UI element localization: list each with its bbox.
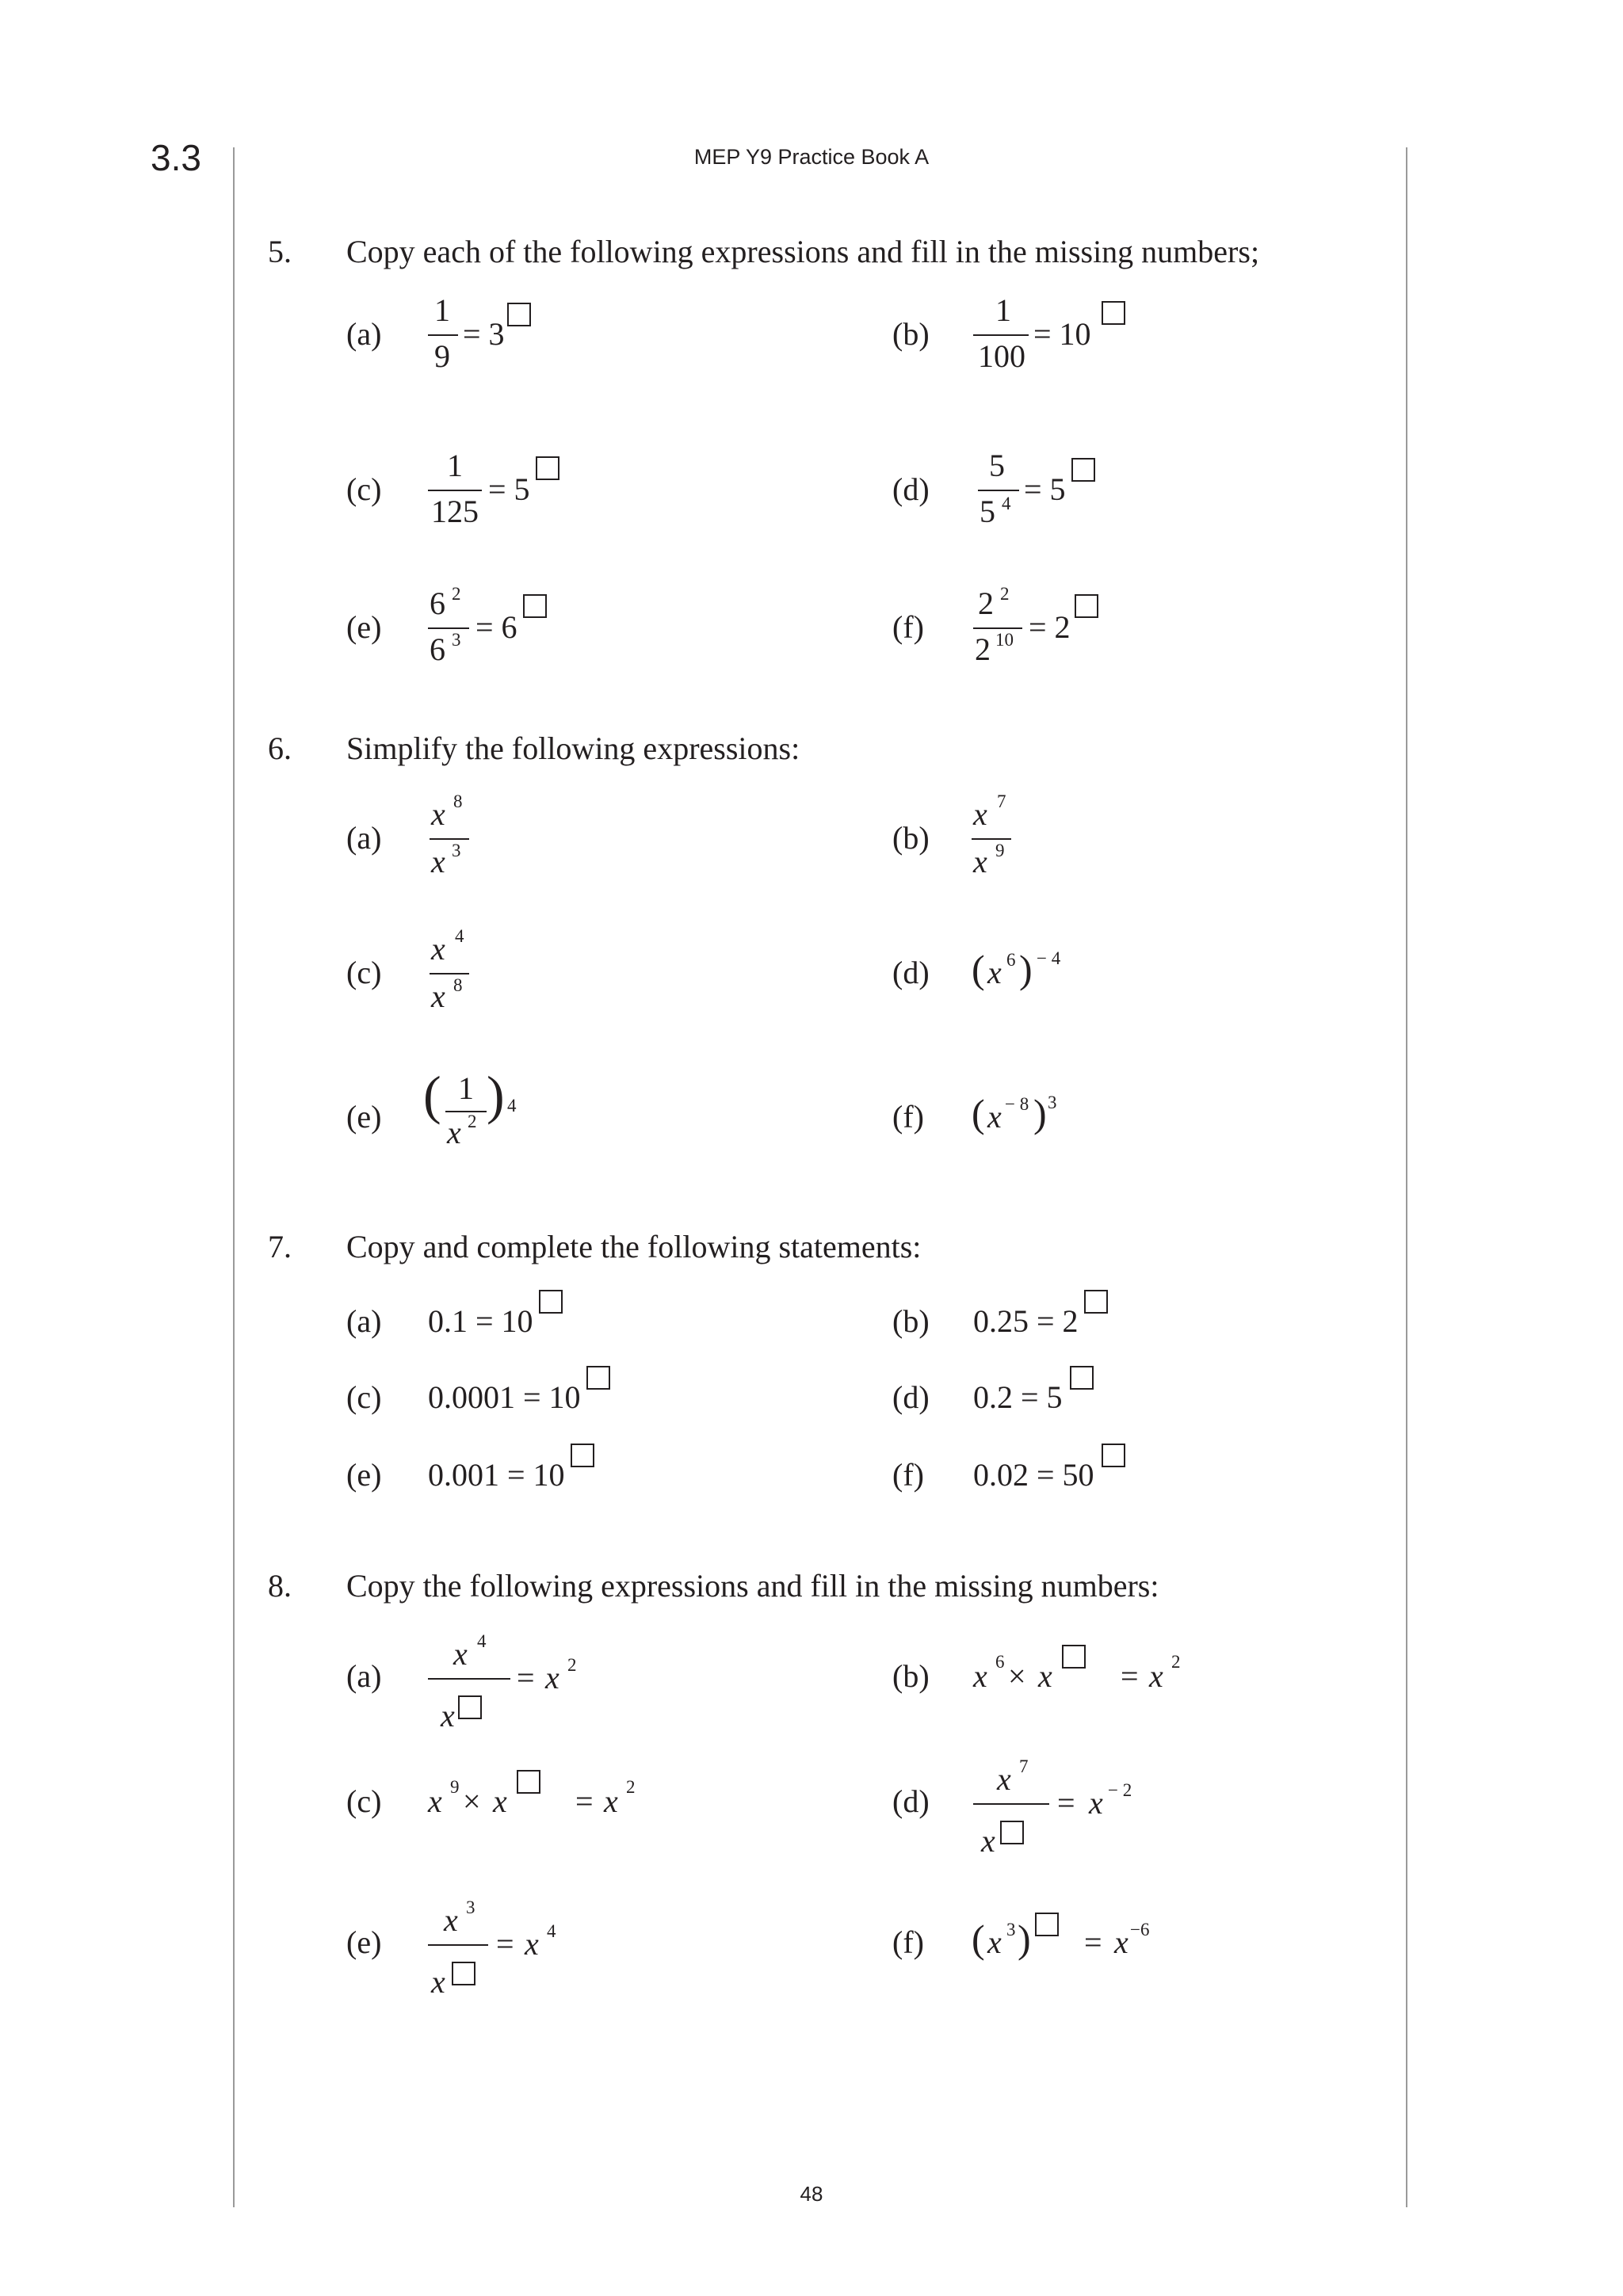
denominator-var: x [431, 1964, 445, 2000]
equals: = [575, 1783, 594, 1819]
var-1: x [428, 1783, 442, 1819]
numerator-var: x [453, 1636, 468, 1672]
rhs-var: x [525, 1926, 539, 1962]
q6d-label: (d) [892, 955, 930, 990]
equals: = [1084, 1924, 1102, 1960]
fraction-bar [428, 627, 469, 629]
q6c-label: (c) [346, 955, 382, 990]
rhs-var: x [545, 1660, 559, 1695]
statement: 0.0001 = 10 [428, 1379, 581, 1415]
rhs: = 2 [1029, 609, 1071, 645]
base-var: x [987, 955, 1002, 990]
fraction-bar [428, 490, 482, 491]
denominator-exponent: 8 [453, 975, 463, 995]
inner-exponent: − 8 [1005, 1094, 1029, 1114]
q7a-label: (a) [346, 1303, 382, 1339]
denominator-var: x [431, 978, 445, 1014]
numerator-exponent: 7 [1019, 1756, 1029, 1776]
answer-box[interactable] [1070, 1366, 1094, 1390]
open-paren: ( [972, 1917, 985, 1961]
answer-box[interactable] [458, 1695, 482, 1719]
q8c-label: (c) [346, 1783, 382, 1819]
answer-box[interactable] [1000, 1821, 1024, 1844]
denominator-exponent: 3 [452, 630, 461, 650]
numerator-var: x [973, 796, 987, 832]
denominator-var: x [981, 1823, 995, 1859]
numerator-exponent: 8 [453, 791, 463, 811]
numerator: 1 [995, 292, 1011, 328]
fraction-bar [973, 1803, 1049, 1805]
denominator-var: x [441, 1698, 455, 1733]
close-paren: ) [1018, 1917, 1031, 1961]
rhs-var: x [604, 1783, 618, 1819]
close-paren: ) [1033, 1091, 1047, 1135]
denominator-exponent: 2 [468, 1112, 477, 1131]
denominator: 100 [978, 338, 1025, 374]
equals: = [496, 1926, 514, 1962]
var-2: x [493, 1783, 507, 1819]
answer-box[interactable] [1084, 1290, 1108, 1314]
denominator: 125 [431, 494, 479, 529]
base-var: x [987, 1924, 1002, 1960]
q7c-label: (c) [346, 1379, 382, 1415]
numerator-exponent: 3 [466, 1897, 475, 1917]
answer-box[interactable] [523, 594, 547, 618]
q6f-label: (f) [892, 1099, 924, 1135]
numerator-exponent: 7 [997, 791, 1006, 811]
statement: 0.1 = 10 [428, 1303, 533, 1339]
q5f-label: (f) [892, 609, 924, 645]
outer-exponent: − 4 [1037, 948, 1061, 968]
equals: = [1057, 1785, 1075, 1821]
rhs: = 6 [475, 609, 517, 645]
answer-box[interactable] [1075, 594, 1098, 618]
times-sign: × [463, 1783, 481, 1819]
fraction-bar [430, 838, 469, 840]
outer-exponent: 4 [507, 1096, 517, 1116]
rhs: = 10 [1033, 316, 1091, 352]
answer-box[interactable] [1062, 1645, 1086, 1669]
q5a-label: (a) [346, 316, 382, 352]
question-6-text: Simplify the following expressions: [346, 730, 800, 766]
open-paren: ( [972, 1091, 985, 1135]
question-5-text: Copy each of the following expressions and fill in the missing numbers; [346, 234, 1260, 269]
fraction-bar [445, 1111, 487, 1112]
rhs-exponent: 2 [626, 1777, 636, 1797]
answer-box[interactable] [1035, 1913, 1059, 1936]
q8d-label: (d) [892, 1783, 930, 1819]
numerator-exponent: 4 [455, 926, 464, 946]
question-5-number: 5. [268, 234, 292, 269]
q8b-label: (b) [892, 1658, 930, 1694]
rhs: = 3 [463, 316, 505, 352]
answer-box[interactable] [536, 456, 559, 480]
close-paren: ) [1019, 947, 1033, 991]
numerator: 1 [458, 1070, 474, 1106]
rhs-exponent: 4 [547, 1921, 556, 1941]
answer-box[interactable] [517, 1770, 540, 1794]
numerator-var: x [444, 1902, 458, 1938]
statement: 0.25 = 2 [973, 1303, 1079, 1339]
statement: 0.02 = 50 [973, 1457, 1094, 1493]
var-1: x [973, 1658, 987, 1694]
q5c-label: (c) [346, 471, 382, 507]
rhs-var: x [1089, 1785, 1103, 1821]
rhs: = 5 [1024, 471, 1066, 507]
numerator-exponent: 4 [477, 1631, 487, 1651]
times-sign: × [1008, 1658, 1026, 1694]
fraction-bar [973, 627, 1022, 629]
q7e-label: (e) [346, 1457, 382, 1493]
numerator-base: 2 [978, 585, 994, 621]
q8a-label: (a) [346, 1658, 382, 1694]
question-8-text: Copy the following expressions and fill in the missing numbers: [346, 1568, 1159, 1604]
q7f-label: (f) [892, 1457, 924, 1493]
numerator-var: x [997, 1761, 1011, 1797]
fraction-bar [973, 334, 1029, 336]
rhs-exponent: −6 [1130, 1920, 1150, 1939]
denominator: 9 [434, 338, 450, 374]
base-var: x [987, 1099, 1002, 1135]
q6b-label: (b) [892, 820, 930, 856]
equals: = [1121, 1658, 1139, 1694]
denominator-var: x [447, 1115, 461, 1150]
close-big-paren: ) [487, 1065, 505, 1125]
numerator-var: x [431, 796, 445, 832]
page-number: 48 [800, 2182, 823, 2206]
answer-box[interactable] [507, 303, 531, 326]
denominator-exponent: 9 [995, 841, 1005, 860]
numerator-var: x [431, 931, 445, 967]
fraction-bar [430, 973, 469, 974]
rhs-exponent: − 2 [1108, 1780, 1132, 1800]
question-7-number: 7. [268, 1229, 292, 1264]
denominator-var: x [431, 844, 445, 879]
right-margin-rule [1406, 147, 1407, 2207]
answer-box[interactable] [1102, 301, 1125, 325]
numerator: 5 [989, 448, 1005, 483]
answer-box[interactable] [539, 1290, 563, 1314]
numerator: 1 [447, 448, 463, 483]
q5b-label: (b) [892, 316, 930, 352]
answer-box[interactable] [1071, 458, 1095, 482]
outer-exponent: 3 [1048, 1093, 1057, 1112]
q8e-label: (e) [346, 1924, 382, 1960]
q6a-label: (a) [346, 820, 382, 856]
exponent-1: 9 [450, 1777, 460, 1797]
denominator-exponent: 3 [452, 841, 461, 860]
fraction-bar [972, 838, 1011, 840]
statement: 0.001 = 10 [428, 1457, 565, 1493]
rhs: = 5 [488, 471, 530, 507]
rhs-exponent: 2 [567, 1655, 577, 1675]
statement: 0.2 = 5 [973, 1379, 1063, 1415]
rhs-var: x [1149, 1658, 1163, 1694]
fraction-bar [428, 1944, 488, 1946]
question-8-number: 8. [268, 1568, 292, 1604]
denominator-base: 6 [430, 631, 445, 667]
answer-box[interactable] [586, 1366, 610, 1390]
denominator-base: 5 [980, 494, 995, 529]
q5e-label: (e) [346, 609, 382, 645]
question-7-text: Copy and complete the following statements: [346, 1229, 922, 1264]
q6e-label: (e) [346, 1099, 382, 1135]
question-6-number: 6. [268, 730, 292, 766]
equals: = [517, 1660, 535, 1695]
q7b-label: (b) [892, 1303, 930, 1339]
open-paren: ( [972, 947, 985, 991]
book-title: MEP Y9 Practice Book A [693, 145, 930, 169]
fraction-bar [978, 490, 1019, 491]
denominator-base: 2 [975, 631, 991, 667]
answer-box[interactable] [452, 1962, 475, 1985]
numerator-exponent: 2 [452, 584, 461, 604]
left-margin-rule [233, 147, 235, 2207]
q8f-label: (f) [892, 1924, 924, 1960]
section-number: 3.3 [151, 137, 201, 178]
numerator-base: 6 [430, 585, 445, 621]
denominator-exponent: 4 [1002, 494, 1011, 513]
denominator-var: x [973, 844, 987, 879]
var-2: x [1038, 1658, 1052, 1694]
numerator: 1 [434, 292, 450, 328]
answer-box[interactable] [571, 1444, 594, 1467]
exponent-1: 6 [995, 1652, 1005, 1672]
numerator-exponent: 2 [1000, 584, 1010, 604]
rhs-exponent: 2 [1171, 1652, 1181, 1672]
fraction-bar [428, 334, 458, 336]
fraction-bar [428, 1678, 510, 1680]
q5d-label: (d) [892, 471, 930, 507]
answer-box[interactable] [1102, 1444, 1125, 1467]
rhs-var: x [1114, 1924, 1128, 1960]
denominator-exponent: 10 [995, 630, 1014, 650]
inner-exponent: 6 [1006, 950, 1016, 970]
q7d-label: (d) [892, 1379, 930, 1415]
inner-exponent: 3 [1006, 1920, 1016, 1939]
open-big-paren: ( [423, 1065, 441, 1125]
